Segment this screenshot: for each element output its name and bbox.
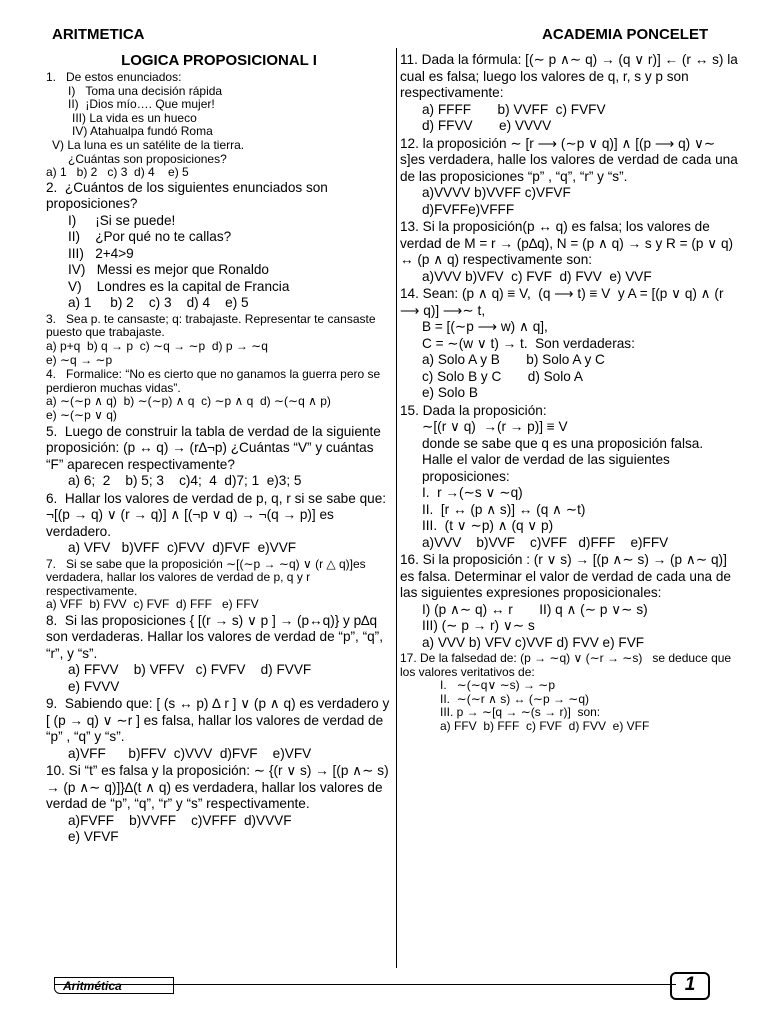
question-14-options: e) Solo B bbox=[422, 385, 478, 400]
question-16-line: III) (∼ p → r) ∨∼ s bbox=[422, 618, 535, 633]
question-5-stem: 5. Luego de construir la tabla de verdad de la siguiente proposición: (p ↔ q) → (r∆¬p) ¿Cuántas “V” y cuántas “F” aparecen respectivamente? bbox=[46, 423, 381, 472]
question-12 bbox=[400, 136, 740, 219]
question-15-text: donde se sabe que q es una proposición falsa. bbox=[422, 435, 704, 451]
question-1-item: IV) Atahualpa fundó Roma bbox=[72, 124, 213, 139]
question-2-stem: 2. ¿Cuántos de los siguientes enunciados son proposiciones? bbox=[46, 179, 328, 212]
question-10-options: a)FVFF b)VVFF c)VFFF d)VVVF bbox=[68, 812, 292, 828]
question-17 bbox=[400, 652, 740, 734]
question-3-stem: 3. Sea p. te cansaste; q: trabajaste. Representar te cansaste puesto que trabajaste. bbox=[46, 311, 376, 340]
question-15-item: I. r →(∼s ∨ ∼q) bbox=[422, 485, 523, 500]
question-14 bbox=[400, 286, 740, 402]
question-6 bbox=[46, 491, 392, 557]
question-15 bbox=[400, 403, 740, 552]
page-number: 1 bbox=[670, 972, 710, 1000]
question-10-options: e) VFVF bbox=[68, 829, 119, 845]
question-1-item: V) La luna es un satélite de la tierra. bbox=[52, 137, 245, 152]
question-16-line: I) (p ∧∼ q) ↔ r II) q ∧ (∼ p ∨∼ s) bbox=[422, 601, 648, 617]
question-1-item: II) ¡Dios mío…. Que mujer! bbox=[68, 97, 215, 112]
question-15-options: a)VVV b)VVF c)VFF d)FFF e)FFV bbox=[422, 534, 669, 550]
question-16 bbox=[400, 552, 740, 651]
question-6-stem: 6. Hallar los valores de verdad de p, q, r si se sabe que: ¬[(p → q) ∨ (r → q)] ∧ [(¬p ∨ q) → ¬(q → p)] es verdadero. bbox=[46, 490, 387, 539]
question-6-options: a) VFV b)VFF c)FVV d)FVF e)VVF bbox=[68, 540, 297, 555]
question-17-options: a) FFV b) FFF c) FVF d) FVV e) VFF bbox=[440, 718, 650, 733]
column-divider bbox=[396, 48, 397, 968]
question-14-options: c) Solo B y C d) Solo A bbox=[422, 368, 583, 384]
question-3-options: e) ∼q → ∼p bbox=[46, 352, 113, 367]
question-2-item: V) Londres es la capital de Francia bbox=[68, 278, 290, 294]
question-8 bbox=[46, 613, 392, 696]
question-9-options: a)VFF b)FFV c)VVV d)FVF e)VFV bbox=[68, 745, 312, 761]
question-11-options: d) FFVV e) VVVV bbox=[422, 118, 552, 133]
question-11-stem: 11. Dada la fórmula: [(∼ p ∧∼ q) → (q ∨ r)] ← (r ↔ s) la cual es falsa; luego los valores de q, r, s y p son respectivamente: bbox=[400, 52, 738, 100]
question-5 bbox=[46, 424, 392, 490]
question-1 bbox=[46, 71, 392, 180]
question-8-options: e) FVVV bbox=[68, 678, 120, 694]
question-16-options: a) VVV b) VFV c)VVF d) FVV e) FVF bbox=[422, 634, 645, 650]
question-2-item: II) ¿Por qué no te callas? bbox=[68, 229, 232, 245]
question-8-options: a) FFVV b) VFFV c) FVFV d) FVVF bbox=[68, 662, 312, 678]
question-16-stem: 16. Si la proposición : (r ∨ s) → [(p ∧∼ s) → (p ∧∼ q)] es falsa. Determinar el valor de verdad de cada una de las siguientes expresiones proposicionales: bbox=[400, 552, 731, 600]
question-1-question: ¿Cuántas son proposiciones? bbox=[68, 151, 227, 166]
question-11-options: a) FFFF b) VVFF c) FVFV bbox=[422, 101, 606, 117]
question-4-options: e) ∼(∼p ∨ q) bbox=[46, 407, 117, 422]
question-17-item: III. p → ∼[q → ∼(s → r)] son: bbox=[440, 705, 601, 720]
question-2-item: III) 2+4>9 bbox=[68, 245, 134, 261]
question-10-stem: 10. Si “t” es falsa y la proposición: ∼ {(r ∨ s) → [(p ∧∼ s) → (p ∧∼ q)]}∆(t ∧ q) es verdadera, hallar los valores de verdad de “p”, “q”, “r” y “s” respectivamente. bbox=[46, 763, 389, 812]
question-9-stem: 9. Sabiendo que: [ (s ↔ p) ∆ r ] ∨ (p ∧ q) es verdadero y [ (p → q) ∨ ∼r ] es falsa, hallar los valores de verdad de “p” , “q” y “s”. bbox=[46, 696, 390, 745]
question-13-options: a)VVV b)VFV c) FVF d) FVV e) VVF bbox=[422, 268, 652, 284]
question-3-options: a) p+q b) q → p c) ∼q → ∼p d) p → ∼q bbox=[46, 338, 268, 353]
question-17-item: II. ∼(∼r ∧ s) ↔ (∼p → ∼q) bbox=[440, 691, 590, 706]
question-1-item: I) Toma una decisión rápida bbox=[68, 83, 223, 98]
question-12-options: a)VVVV b)VVFF c)VFVF bbox=[422, 185, 571, 200]
question-4-stem: 4. Formalice: “No es cierto que no ganamos la guerra pero se perdieron muchas vidas”. bbox=[46, 367, 381, 395]
question-15-item: II. [r ↔ (p ∧ s)] ↔ (q ∧ ∼t) bbox=[422, 501, 586, 517]
question-13 bbox=[400, 219, 740, 285]
question-7-stem: 7. Si se sabe que la proposición ∼[(∼p → ∼q) ∨ (r △ q)]es verdadera, hallar los valores de verdad de p, q y r respectivamente. bbox=[46, 556, 366, 598]
header-subject: ARITMETICA bbox=[52, 26, 145, 43]
question-14-stem: 14. Sean: (p ∧ q) ≡ V, (q ⟶ t) ≡ V y A = [(p ∨ q) ∧ (r ⟶ q)] ⟶∼ t, bbox=[400, 286, 724, 318]
question-9 bbox=[46, 696, 392, 762]
question-15-stem: 15. Dada la proposición: bbox=[400, 402, 547, 418]
question-1-stem: 1. De estos enunciados: bbox=[46, 70, 182, 84]
question-4 bbox=[46, 368, 392, 422]
question-5-options: a) 6; 2 b) 5; 3 c)4; 4 d)7; 1 e)3; 5 bbox=[68, 473, 302, 488]
question-3 bbox=[46, 313, 392, 367]
question-7 bbox=[46, 558, 392, 612]
question-2-item: IV) Messi es mejor que Ronaldo bbox=[68, 262, 269, 278]
question-8-stem: 8. Si las proposiciones { [(r → s) ∨ p ] → (p↔q)} y p∆q son verdaderas. Hallar los valores de verdad de “p”, “q”, “r”, y “s”. bbox=[46, 612, 383, 661]
question-11 bbox=[400, 52, 740, 135]
page-title: LOGICA PROPOSICIONAL I bbox=[121, 52, 317, 69]
question-2 bbox=[46, 180, 392, 312]
question-2-options: a) 1 b) 2 c) 3 d) 4 e) 5 bbox=[68, 295, 249, 311]
question-1-item: III) La vida es un hueco bbox=[72, 110, 197, 125]
question-7-options: a) VFF b) FVV c) FVF d) FFF e) FFV bbox=[46, 597, 259, 612]
question-17-item: I. ∼(∼q∨ ∼s) → ∼p bbox=[440, 678, 556, 693]
question-13-stem: 13. Si la proposición(p ↔ q) es falsa; los valores de verdad de M = r → (p∆q), N = (p ∧ q) → s y R = (p ∨ q) ↔ (p ∧ q) respectivamente son: bbox=[400, 219, 734, 267]
question-15-item: III. (t ∨ ∼p) ∧ (q ∨ p) bbox=[422, 518, 554, 533]
footer-label: Aritmética bbox=[54, 977, 174, 994]
question-14-options: a) Solo A y B b) Solo A y C bbox=[422, 352, 605, 367]
left-column bbox=[46, 52, 392, 847]
question-14-line: B = [(∼p ⟶ w) ∧ q], bbox=[422, 319, 548, 334]
question-2-item: I) ¡Si se puede! bbox=[68, 212, 176, 228]
question-12-options: d)FVFFe)VFFF bbox=[422, 201, 515, 217]
question-17-stem: 17. De la falsedad de: (p → ∼q) ∨ (∼r → ∼s) se deduce que los valores veritativos de: bbox=[400, 651, 732, 679]
right-column bbox=[400, 52, 740, 735]
question-14-line: C = ∼(w ∨ t) → t. Son verdaderas: bbox=[422, 335, 635, 351]
header-academy: ACADEMIA PONCELET bbox=[542, 26, 709, 43]
question-1-options: a) 1 b) 2 c) 3 d) 4 e) 5 bbox=[46, 165, 189, 180]
question-4-options: a) ∼(∼p ∧ q) b) ∼(∼p) ∧ q c) ∼p ∧ q d) ∼(∼q ∧ p) bbox=[46, 394, 331, 409]
question-12-stem: 12. la proposición ∼ [r ⟶ (∼p ∨ q)] ∧ [(p ⟶ q) ∨∼ s]es verdadera, halle los valores de verdad de cada una de las proposiciones “p” , “q”, “r” y “s”. bbox=[400, 135, 738, 184]
question-15-text: Halle el valor de verdad de las siguientes proposiciones: bbox=[422, 452, 670, 484]
question-10 bbox=[46, 763, 392, 846]
question-15-formula: ∼[(r ∨ q) →(r → p)] ≡ V bbox=[422, 419, 568, 434]
